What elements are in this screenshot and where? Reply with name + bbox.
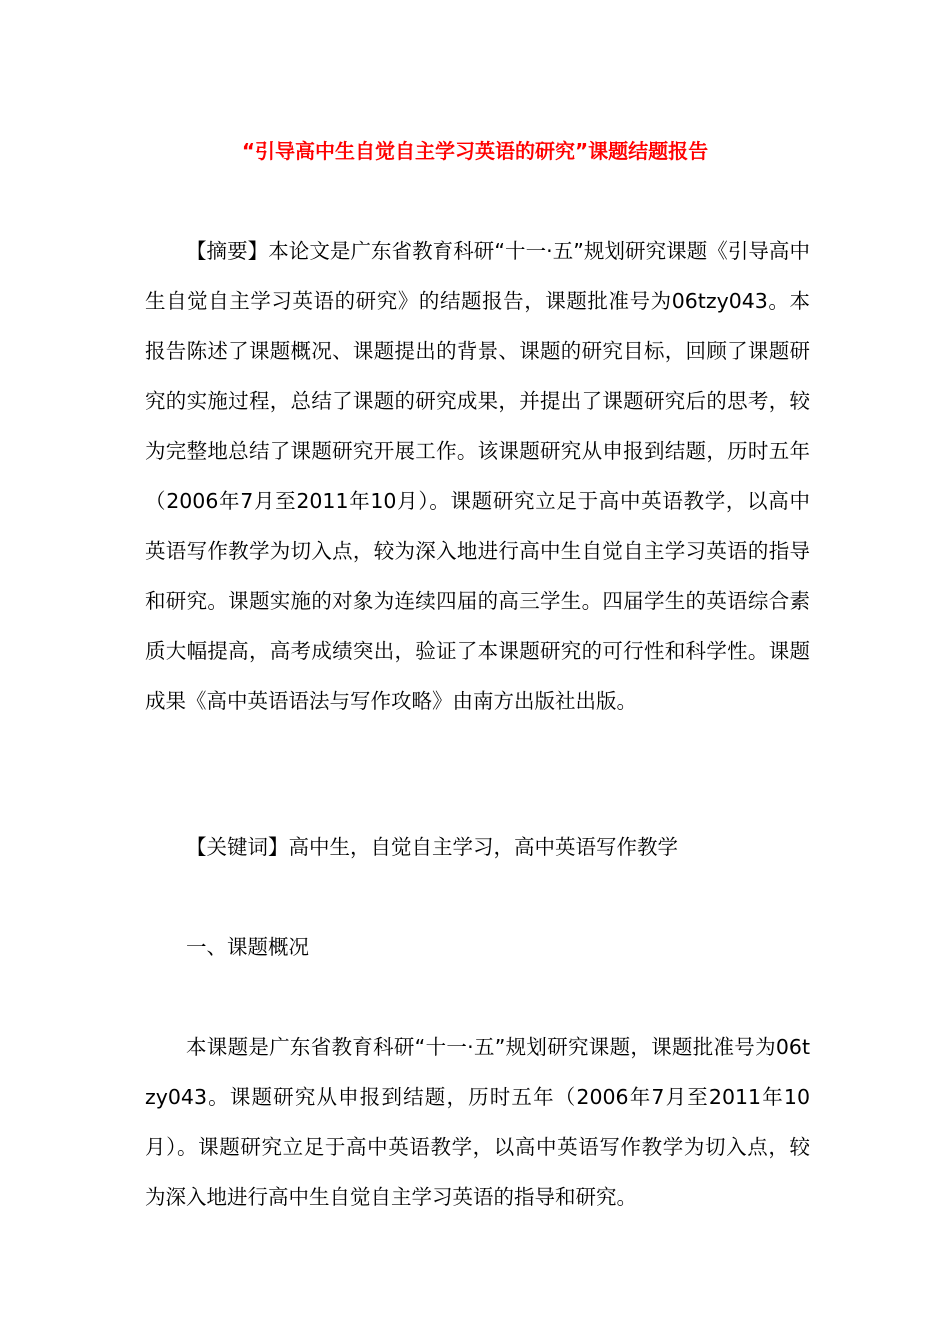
abstract-paragraph: 【摘要】本论文是广东省教育科研“十一·五”规划研究课题《引导高中生自觉自主学习英语的研究》的结题报告，课题批准号为06tzy043。本报告陈述了课题概况、课题提出的背景、课题的研究目标，回顾了课题研究的实施过程，总结了课题的研究成果，并提出了课题研究后的思考，较为完整地总结了课题研究开展工作。该课题研究从申报到结题，历时五年（2006年7月至2011年10月）。课题研究立足于高中英语教学，以高中英语写作教学为切入点，较为深入地进行高中生自觉自主学习英语的指导和研究。课题实施的对象为连续四届的高三学生。四届学生的英语综合素质大幅提高，高考成绩突出，验证了本课题研究的可行性和科学性。课题成果《高中英语语法与写作攻略》由南方出版社出版。 (145, 239, 810, 713)
document-title: “引导高中生自觉自主学习英语的研究”课题结题报告 (241, 139, 709, 163)
section-heading: 一、课题概况 (186, 935, 309, 959)
section-paragraph: 本课题是广东省教育科研“十一·五”规划研究课题，课题批准号为06tzy043。课题研究从申报到结题，历时五年（2006年7月至2011年10月）。课题研究立足于高中英语教学，以高中英语写作教学为切入点，较为深入地进行高中生自觉自主学习英语的指导和研究。 (145, 1035, 810, 1209)
keywords-paragraph: 【关键词】高中生，自觉自主学习，高中英语写作教学 (186, 835, 678, 859)
